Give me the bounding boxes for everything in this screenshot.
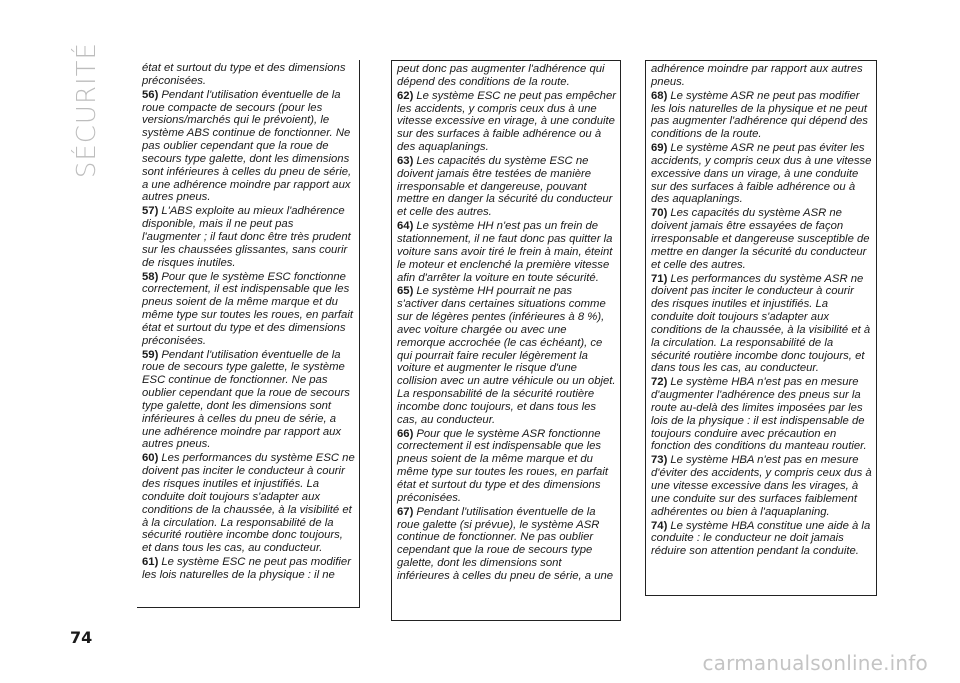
warning-number: 66) [397,427,414,440]
warning-text: Le système HBA constitue une aide à la conduite : le conducteur ne doit jamais réduire son attention pendant la conduite. [651,519,871,558]
warning-number: 59) [142,348,159,361]
warning-text: Pendant l'utilisation éventuelle de la roue compacte de secours (pour les versions/marchés qui le prévoient), le système ABS continue de fonctionner. Ne pas oublier cependant que la roue de secours type galette, dont les dimensions sont inférieures à celles du pneu de série, a une adhérence moindre par rapport aux autres pneus. [142,88,352,204]
warning-paragraph [397,220,616,284]
warning-number: 64) [397,220,414,233]
warning-text: L'ABS exploite au mieux l'adhérence disponible, mais il ne peut pas l'augmenter ; il faut donc être très prudent sur les chaussées glissantes, sans courir de risques inutiles. [142,205,351,269]
warning-paragraph [142,271,355,348]
warning-paragraph [651,376,872,453]
warning-text: Pour que le système ASR fonctionne correctement il est indispensable que les pneus soient de la même marque et du même type sur toutes les roues, en parfait état et surtout du type et des dimensions préconisées. [397,427,608,504]
warning-text: Pendant l'utilisation éventuelle de la roue de secours type galette, le système ESC continue de fonctionner. Ne pas oublier cependant que la roue de secours type galette, dont les dimensions sont inférieures à celles du pneu de série, a une adhérence moindre par rapport aux autres pneus. [142,348,350,451]
continued-paragraph [397,63,616,89]
warning-number: 58) [142,270,159,283]
warning-number: 68) [651,89,668,102]
warning-text: Les capacités du système ASR ne doivent jamais être essayées de façon irresponsable et dangereuse susceptible de mettre en danger la sécurité du conducteur et celle des autres. [651,207,870,271]
warning-text: état et surtout du type et des dimensions préconisées. [142,62,346,87]
warning-paragraph [651,142,872,206]
warning-number: 73) [651,454,668,467]
text-column-1 [137,60,360,608]
warning-number: 72) [651,376,668,389]
warning-text: Les performances du système ASR ne doivent pas inciter le conducteur à courir des risques inutiles et injustifiés. La conduite doit toujours s'adapter aux conditions de la chaussée, à la visibilité et à la circulation. La responsabilité de la sécurité routière incombe donc toujours, et dans tous les cas, au conducteur. [651,272,871,375]
warning-paragraph [397,285,616,426]
warning-number: 61) [142,556,159,569]
warning-number: 56) [142,88,159,101]
warning-text: adhérence moindre par rapport aux autres pneus. [651,63,863,88]
warning-text: Pour que le système ESC fonctionne correctement, il est indispensable que les pneus soient de la même marque et du même type sur toutes les roues, en parfait état et surtout du type et des dimensions préconisées. [142,270,353,347]
warning-text: Le système HH pourrait ne pas s'activer dans certaines situations comme sur de légères pentes (inférieures à 8 %), avec voiture chargée ou avec une remorque accrochée (le cas échéant), ce qui pourrait faire reculer légèrement la voiture et augmenter le risque d'une collision avec un autre véhicule ou un objet. La responsabilité de la sécurité routière incombe donc toujours, et dans tous les cas, au conducteur. [397,285,616,426]
warning-number: 57) [142,205,159,218]
warning-paragraph [397,155,616,219]
warning-number: 70) [651,207,668,220]
warning-number: 63) [397,154,414,167]
warning-text: Les performances du système ESC ne doivent pas inciter le conducteur à courir des risques inutiles et injustifiés. La conduite doit toujours s'adapter aux conditions de la chaussée, à la visibilité et à la circulation. La responsabilité de la sécurité routière incombe donc toujours, et dans tous les cas, au conducteur. [142,452,355,555]
warning-paragraph [651,273,872,376]
warning-text: Pendant l'utilisation éventuelle de la roue galette (si prévue), le système ASR continue de fonctionner. Ne pas oublier cependant que la roue de secours type galette, dont les dimensions sont inférieures à celles du pneu de série, a une [397,505,614,582]
warning-paragraph [142,89,355,205]
warning-paragraph [397,506,616,583]
warning-paragraph [397,428,616,505]
watermark: carmanualsonline.info [702,651,928,675]
warning-paragraph [651,520,872,559]
warning-paragraph [651,454,872,518]
warning-text: Le système ASR ne peut pas modifier les lois naturelles de la physique et ne peut pas augmenter l'adhérence qui dépend des conditions de la route. [651,89,868,141]
text-column-2 [391,60,621,621]
text-column-3 [645,60,877,596]
warning-text: Le système HBA n'est pas en mesure d'éviter des accidents, y compris ceux dus à une vitesse excessive dans les virages, à une conduite sur des surfaces faiblement adhérentes ou bien à l'aquaplaning. [651,454,872,518]
warning-paragraph [397,90,616,154]
warning-number: 67) [397,505,414,518]
warning-text: Le système ESC ne peut pas empêcher les accidents, y compris ceux dus à une vitesse excessive en virage, à une conduite sur des surfaces à faible adhérence ou à des aquaplanings. [397,89,617,154]
warning-paragraph [142,205,355,269]
warning-number: 62) [397,89,414,102]
warning-text: Le système HBA n'est pas en mesure d'augmenter l'adhérence des pneus sur la route au-delà des limites imposées par les lois de la physique : il est indispensable de toujours conduire avec précaution en fonction des conditions du manteau routier. [651,376,867,453]
warning-paragraph [142,349,355,452]
warning-paragraph [142,556,355,582]
continued-paragraph [142,62,355,88]
warning-text: Les capacités du système ESC ne doivent jamais être testées de manière irresponsable et dangereuse, pouvant mettre en danger la sécurité du conducteur et celle des autres. [397,154,613,219]
warning-text: Le système ASR ne peut pas éviter les accidents, y compris ceux dus à une vitesse excessive dans un virage, à une conduite sur des surfaces à faible adhérence ou à des aquaplanings. [651,142,872,206]
warning-text: Le système ESC ne peut pas modifier les lois naturelles de la physique : il ne [142,556,351,581]
warning-number: 69) [651,142,668,155]
warning-paragraph [142,452,355,555]
warning-number: 65) [397,285,414,298]
warning-number: 71) [651,272,668,285]
section-title: SÉCURITÉ [72,42,102,179]
warning-text: peut donc pas augmenter l'adhérence qui dépend des conditions de la route. [397,63,605,88]
warning-number: 74) [651,519,668,532]
warning-text: Le système HH n'est pas un frein de stationnement, il ne faut donc pas quitter la voiture sans avoir tiré le frein à main, éteint le moteur et enclenché la première vitesse afin d'arrêter la voiture en toute sécurité. [397,220,613,284]
page-number: 74 [70,628,93,647]
warning-paragraph [651,90,872,141]
warning-number: 60) [142,452,159,465]
warning-paragraph [651,207,872,271]
continued-paragraph [651,63,872,89]
